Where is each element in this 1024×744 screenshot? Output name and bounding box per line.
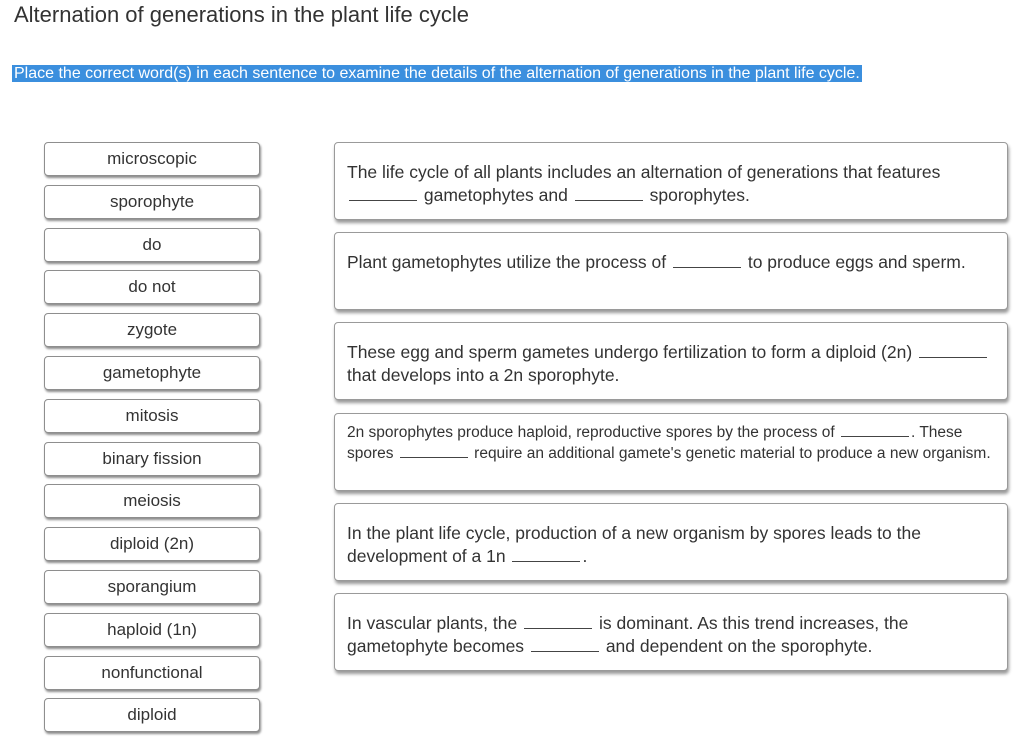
drop-blank[interactable] — [531, 637, 599, 652]
sentence-box-4 — [334, 413, 1008, 491]
word-tile-binary-fission[interactable]: binary fission — [44, 442, 260, 476]
instructions — [12, 63, 924, 84]
word-tile-sporangium[interactable]: sporangium — [44, 570, 260, 604]
sentence-text: . These spores — [347, 423, 963, 462]
sentence-box-6 — [334, 593, 1008, 671]
sentence-text: is dominant. As this trend increases, the gametophyte becomes — [347, 612, 909, 656]
sentence-text: that develops into a 2n sporophyte. — [347, 365, 620, 386]
word-tile-diploid-2n[interactable]: diploid (2n) — [44, 527, 260, 561]
word-tile-mitosis[interactable]: mitosis — [44, 399, 260, 433]
sentence-text: In the plant life cycle, production of a new organism by spores leads to the development of a 1n — [347, 522, 921, 566]
drop-blank[interactable] — [575, 186, 643, 201]
drop-blank[interactable] — [400, 443, 468, 458]
sentence-box-1 — [334, 142, 1008, 220]
drop-blank[interactable] — [512, 547, 580, 562]
sentence-text: gametophytes and — [423, 185, 568, 205]
drop-blank[interactable] — [673, 253, 741, 268]
word-tile-meiosis[interactable]: meiosis — [44, 484, 260, 518]
sentence-text: These egg and sperm gametes undergo fertilization to form a diploid (2n) — [347, 342, 913, 363]
word-tile-gametophyte[interactable]: gametophyte — [44, 356, 260, 390]
sentence-box-2 — [334, 232, 1008, 310]
word-tile-do[interactable]: do — [44, 228, 260, 262]
drop-blank[interactable] — [841, 422, 909, 437]
drop-blank[interactable] — [349, 186, 417, 201]
sentence-box-3 — [334, 322, 1008, 400]
sentence-text: 2n sporophytes produce haploid, reproductive spores by the process of — [347, 423, 835, 441]
sentence-list — [334, 142, 1008, 683]
sentence-box-5 — [334, 503, 1008, 581]
word-tile-do-not[interactable]: do not — [44, 270, 260, 304]
drop-blank[interactable] — [919, 343, 987, 358]
sentence-text: require an additional gamete's genetic material to produce a new organism. — [474, 444, 991, 462]
page-title: Alternation of generations in the plant life cycle — [14, 2, 469, 27]
drop-blank[interactable] — [524, 614, 592, 629]
word-tile-nonfunctional[interactable]: nonfunctional — [44, 656, 260, 690]
word-tile-zygote[interactable]: zygote — [44, 313, 260, 347]
sentence-text: to produce eggs and sperm. — [747, 252, 966, 273]
sentence-text: Plant gametophytes utilize the process of — [347, 252, 667, 273]
sentence-text: and dependent on the sporophyte. — [605, 635, 873, 656]
sentence-text: sporophytes. — [649, 185, 750, 205]
word-tile-sporophyte[interactable]: sporophyte — [44, 185, 260, 219]
sentence-text: . — [582, 545, 588, 566]
sentence-text: The life cycle of all plants includes an alternation of generations that features — [347, 162, 941, 182]
word-tile-microscopic[interactable]: microscopic — [44, 142, 260, 176]
word-tile-diploid[interactable]: diploid — [44, 698, 260, 732]
instructions-text: Place the correct word(s) in each sentence to examine the details of the alternation of generations in the plant life cycle. — [14, 65, 860, 82]
word-tile-haploid-1n[interactable]: haploid (1n) — [44, 613, 260, 647]
sentence-text: In vascular plants, the — [347, 612, 518, 633]
word-bank — [44, 142, 260, 741]
